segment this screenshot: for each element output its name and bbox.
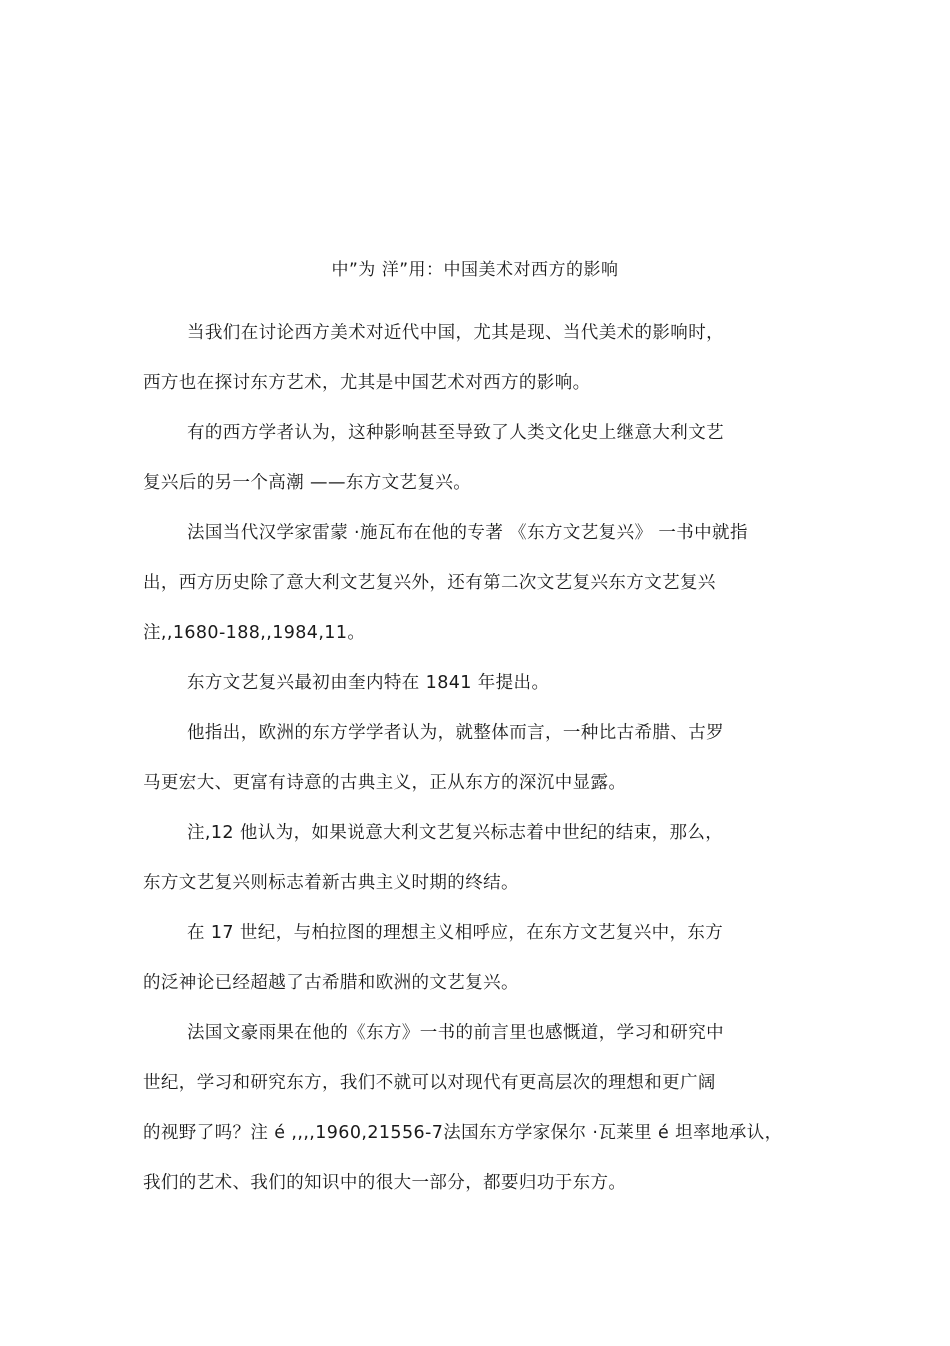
text-line: 西方也在探讨东方艺术，尤其是中国艺术对西方的影响。 [143, 373, 591, 393]
text-line: 他指出，欧洲的东方学学者认为，就整体而言，一种比古希腊、古罗 [187, 723, 724, 743]
text-line: 东方文艺复兴则标志着新古典主义时期的终结。 [143, 873, 519, 893]
text-line: 世纪，学习和研究东方，我们不就可以对现代有更高层次的理想和更广阔 [143, 1073, 716, 1093]
document-title: 中”为 洋”用：中国美术对西方的影响 [331, 260, 619, 280]
text-line: 东方文艺复兴最初由奎内特在 1841 年提出。 [187, 673, 550, 693]
text-line: 注,12 他认为，如果说意大利文艺复兴标志着中世纪的结束，那么， [187, 823, 724, 843]
text-line: 法国当代汉学家雷蒙 ·施瓦布在他的专著 《东方文艺复兴》 一书中就指 [187, 523, 748, 543]
text-line: 有的西方学者认为，这种影响甚至导致了人类文化史上继意大利文艺 [187, 423, 724, 443]
text-line: 出，西方历史除了意大利文艺复兴外，还有第二次文艺复兴东方文艺复兴 [143, 573, 716, 593]
text-line: 法国文豪雨果在他的《东方》一书的前言里也感慨道，学习和研究中 [187, 1023, 724, 1043]
text-line: 当我们在讨论西方美术对近代中国，尤其是现、当代美术的影响时， [187, 323, 724, 343]
text-line: 我们的艺术、我们的知识中的很大一部分，都要归功于东方。 [143, 1173, 627, 1193]
text-line: 复兴后的另一个高潮 ——东方文艺复兴。 [143, 473, 472, 493]
text-line: 注,,1680-188,,1984,11。 [143, 623, 366, 643]
text-line: 在 17 世纪，与柏拉图的理想主义相呼应，在东方文艺复兴中，东方 [187, 923, 724, 943]
text-line: 的视野了吗？注 é ,,,,1960,21556-7法国东方学家保尔 ·瓦莱里 é 坦率地承认， [143, 1123, 783, 1143]
text-line: 马更宏大、更富有诗意的古典主义，正从东方的深沉中显露。 [143, 773, 627, 793]
text-line: 的泛神论已经超越了古希腊和欧洲的文艺复兴。 [143, 973, 519, 993]
